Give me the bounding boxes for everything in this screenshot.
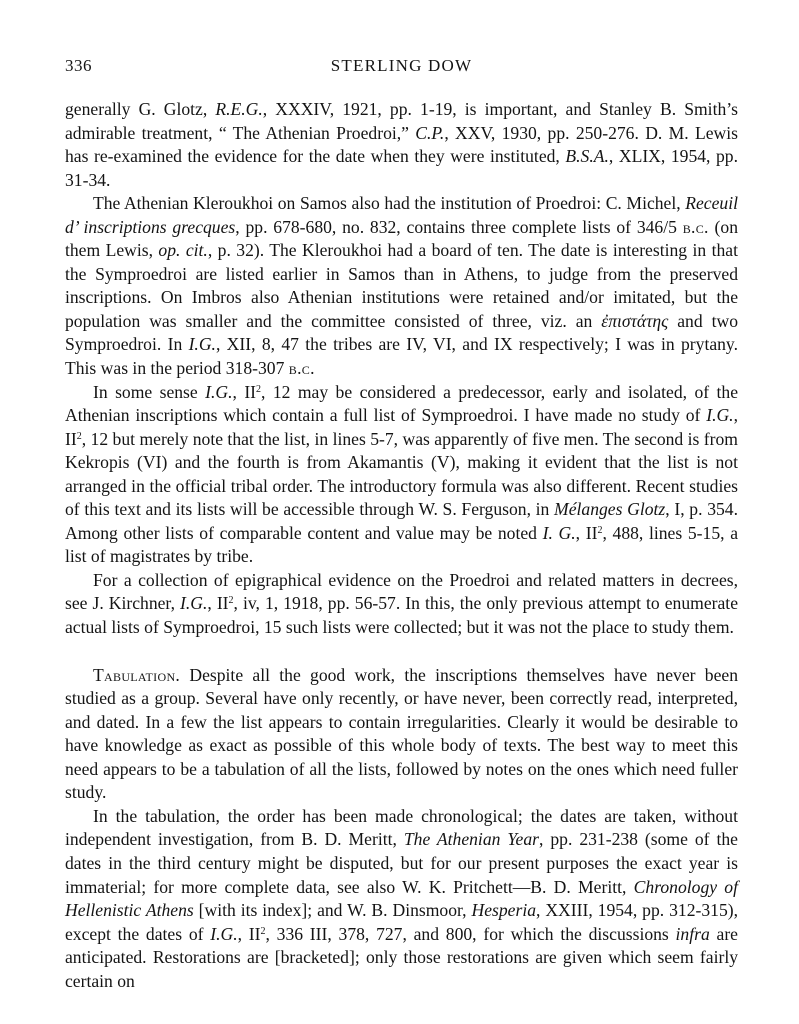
superscript: 2 xyxy=(256,383,262,395)
text-run: , II xyxy=(232,381,257,402)
text-run: , 12 but merely note that the list, in lines 5-7, was apparently of five men. The second is from Kekropis (VI) and the fourth is from Akamantis (V), making it evident that the list is not arranged in the official tribal order. The introductory formula was also different. Recent studies of this text and its lists will be accessible through W. S. Ferguson, in xyxy=(65,428,738,520)
text-run: and two Symproedroi. In xyxy=(65,310,738,355)
small-caps-text: b.c. xyxy=(288,358,315,379)
paragraph-tabulation-order xyxy=(65,805,738,993)
italic-text: Chronology of Hellenistic Athens xyxy=(65,876,738,921)
superscript: 2 xyxy=(597,524,603,536)
text-run: , XXIII, 1954, pp. 312-315), except the dates of xyxy=(65,900,739,944)
text-run: (on them Lewis, xyxy=(65,216,738,261)
text-run: , XLIX, 1954, pp. 31-34. xyxy=(65,146,738,190)
text-run: , II xyxy=(207,593,229,614)
italic-text: Receuil d’ inscriptions grecques xyxy=(65,193,738,237)
paragraph-continuation xyxy=(65,98,738,192)
text-run: [with its index]; and W. B. Dinsmoor, xyxy=(193,900,472,921)
page-number: 336 xyxy=(65,56,92,75)
small-caps-text: b.c. xyxy=(682,216,709,237)
text-run: , 488, lines 5-15, a list of magistrates by tribe. xyxy=(65,522,738,567)
text-run: , II xyxy=(575,522,598,543)
text-run: , 12 may be considered a predecessor, early and isolated, of the Athenian inscriptions which contain a full list of Symproedroi. I have made no study of xyxy=(65,381,739,426)
text-run: Despite all the good work, the inscriptions themselves have never been studied as a group. Several have only recently, or have never, been correctly read, interpreted, and dated. In a few the list appears to contain irregularities. Clearly it would be desirable to have knowledge as exact as possible of this whole body of texts. The best way to meet this need appears to be a tabulation of all the lists, followed by notes on the ones which need fuller study. xyxy=(65,664,738,803)
superscript: 2 xyxy=(260,925,266,937)
text-run: , iv, 1, 1918, pp. 56-57. In this, the only previous attempt to enumerate actual lists of Symproedroi, 15 such lists were collected; but it was not the place to study them. xyxy=(65,593,739,638)
running-head xyxy=(65,56,738,80)
paragraph-kirchner-collection xyxy=(65,569,738,640)
italic-text: I. G. xyxy=(542,522,576,543)
paragraph-samos-kleroukhoi xyxy=(65,192,738,380)
text-run: For a collection of epigraphical evidence on the Proedroi and related matters in decrees, see J. Kirchner, xyxy=(65,569,738,614)
text-run: , II xyxy=(237,923,261,944)
italic-text: I.G. xyxy=(188,334,216,355)
paragraph-tabulation xyxy=(65,664,738,805)
text-run: are anticipated. Restorations are [bracketed]; only those restorations are given which seem fairly certain on xyxy=(65,923,738,991)
text-run: , XXV, 1930, pp. 250-276. D. M. Lewis has re-examined the evidence for the date when they were instituted, xyxy=(65,122,738,167)
text-run: , XII, 8, 47 the tribes are IV, VI, and IX respectively; I was in prytany. This was in the period 318-307 xyxy=(65,334,738,379)
italic-text: R.E.G. xyxy=(215,99,263,119)
running-head-author: STERLING DOW xyxy=(330,56,473,75)
italic-text: infra xyxy=(675,923,710,944)
italic-text: op. cit. xyxy=(158,240,208,261)
italic-text: The Athenian Year xyxy=(403,829,539,850)
text-run: , p. 32). The Kleroukhoi had a board of ten. The date is interesting in that the Symproedroi are listed earlier in Samos than in Athens, to judge from the preserved inscriptions. On Imbros also Athenian institutions were retained and/or imitated, but the population was smaller and the committee consisted of three, viz. an xyxy=(65,240,738,331)
text-run: , II xyxy=(65,405,738,449)
text-run: , pp. 678-680, no. 832, contains three complete lists of 346/5 xyxy=(235,216,683,237)
italic-text: C.P. xyxy=(415,122,445,143)
text-run: The Athenian Kleroukhoi on Samos also had the institution of Proedroi: C. Michel, xyxy=(93,193,686,214)
page xyxy=(65,56,738,993)
text-run: , I, p. 354. Among other lists of comparable content and value may be noted xyxy=(65,499,738,543)
text-run: , 336 III, 378, 727, and 800, for which the discussions xyxy=(265,923,676,944)
text-run: In the tabulation, the order has been made chronological; the dates are taken, without independent investigation, from B. D. Meritt, xyxy=(65,805,738,850)
italic-text: I.G. xyxy=(210,923,238,944)
italic-text: Mélanges Glotz xyxy=(554,499,666,520)
italic-text: I.G. xyxy=(205,381,233,402)
text-run: , pp. 231-238 (some of the dates in the third century might be disputed, but for our present purposes the exact year is immaterial; for more complete data, see also W. K. Pritchett—B. D. Meritt, xyxy=(65,829,738,897)
paragraph-ig-ii2-12 xyxy=(65,381,738,569)
body-text xyxy=(65,98,738,993)
italic-text: ἐπιστάτης xyxy=(601,310,669,331)
text-run: generally G. Glotz, xyxy=(65,99,216,119)
italic-text: B.S.A. xyxy=(565,146,609,167)
italic-text: Hesperia xyxy=(471,900,536,921)
italic-text: I.G. xyxy=(706,405,734,426)
italic-text: I.G. xyxy=(180,593,208,614)
small-caps-text: Tabulation. xyxy=(93,664,181,685)
text-run: In some sense xyxy=(93,381,206,402)
superscript: 2 xyxy=(228,595,234,607)
text-run: , XXXIV, 1921, pp. 1-19, is important, and Stanley B. Smith’s admirable treatment, “ The Athenian Proedroi,” xyxy=(65,99,738,143)
superscript: 2 xyxy=(76,430,82,442)
